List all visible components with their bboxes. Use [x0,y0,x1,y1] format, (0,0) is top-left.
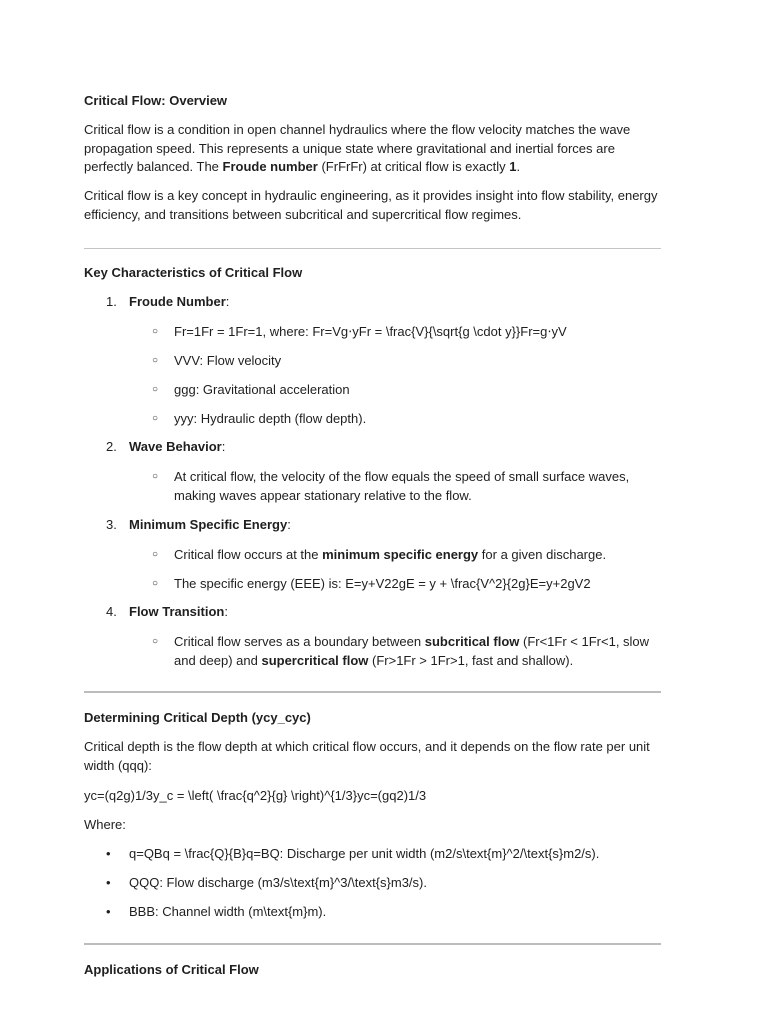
list-item-label: Flow Transition [129,604,225,619]
hollow-bullet-icon: ○ [152,355,159,366]
hollow-bullet-icon: ○ [152,384,159,395]
bullet-icon: • [106,875,111,890]
list-number: 1. [106,294,117,309]
bullet-text: q=QBq = \frac{Q}{B}q=BQ: Discharge per unit width (m2/s\text{m}^2/\text{s}m2/s). [129,846,600,861]
list-item-suffix: : [224,604,228,619]
bullet-text: QQQ: Flow discharge (m3/s\text{m}^3/\text{s}m3/s). [129,875,427,890]
overview-paragraph-1: Critical flow is a condition in open channel hydraulics where the flow velocity matches the wave propagation speed. This represents a unique state where gravitational and inertial forces are perfectly balanced. The Froude number (FrFrFr) at critical flow is exactly 1. [84,122,631,175]
list-item-label: Wave Behavior [129,439,222,454]
hollow-bullet-icon: ○ [152,413,159,424]
hollow-bullet-icon: ○ [152,326,159,337]
bullet-text: BBB: Channel width (m\text{m}m). [129,904,327,919]
section-divider [84,691,661,693]
list-item-flow-transition [106,604,228,619]
sub-list-text: Critical flow occurs at the minimum specific energy for a given discharge. [174,547,607,562]
sub-list-text: At critical flow, the velocity of the flow equals the speed of small surface waves, making waves appear stationary relative to the flow. [174,469,630,503]
list-item-suffix: : [221,439,226,454]
list-item-froude-number [106,294,229,309]
critical-depth-paragraph: Critical depth is the flow depth at which critical flow occurs, and it depends on the flow rate per unit width (qqq): [84,739,650,773]
section-divider [84,943,661,945]
list-item-label: Froude Number [129,294,226,309]
sub-list-text: The specific energy (EEE) is: E=y+V22gE = y + \frac{V^2}{2g}E=y+2gV2 [174,576,591,591]
list-item-suffix: : [287,517,291,532]
list-number: 2. [106,439,117,454]
sub-list-text: VVV: Flow velocity [174,353,282,368]
hollow-bullet-icon: ○ [152,471,159,482]
overview-paragraph-2: Critical flow is a key concept in hydraulic engineering, as it provides insight into flow stability, energy efficiency, and transitions between subcritical and supercritical flow regimes. [84,188,658,222]
section-heading-applications: Applications of Critical Flow [84,962,259,977]
list-item-suffix: : [225,294,230,309]
critical-depth-formula: yc=(q2g)1/3y_c = \left( \frac{q^2}{g} \right)^{1/3}yc=(gq2)1/3 [84,788,427,803]
hollow-bullet-icon: ○ [152,549,159,560]
hollow-bullet-icon: ○ [152,636,159,647]
section-heading-key-characteristics: Key Characteristics of Critical Flow [84,265,303,280]
sub-list-text: Fr=1Fr = 1Fr=1, where: Fr=Vg⋅yFr = \frac{V}{\sqrt{g \cdot y}}Fr=g⋅yV [174,324,567,339]
sub-list-text: ggg: Gravitational acceleration [174,382,350,397]
where-label: Where: [84,817,126,832]
section-heading-critical-depth: Determining Critical Depth (ycy_cyc) [84,710,311,725]
list-number: 4. [106,604,117,619]
sub-list-text: Critical flow serves as a boundary between subcritical flow (Fr<1Fr < 1Fr<1, slow and deep) and supercritical flow (Fr>1Fr > 1Fr>1, fast and shallow). [174,634,650,668]
sub-list-text: yyy: Hydraulic depth (flow depth). [174,411,367,426]
bullet-icon: • [106,846,111,861]
list-number: 3. [106,517,117,532]
hollow-bullet-icon: ○ [152,578,159,589]
list-item-minimum-specific-energy [106,517,291,532]
section-divider [84,248,661,249]
bullet-icon: • [106,904,111,919]
list-item-label: Minimum Specific Energy [129,517,288,532]
section-heading-overview: Critical Flow: Overview [84,93,228,108]
list-item-wave-behavior [106,439,225,454]
